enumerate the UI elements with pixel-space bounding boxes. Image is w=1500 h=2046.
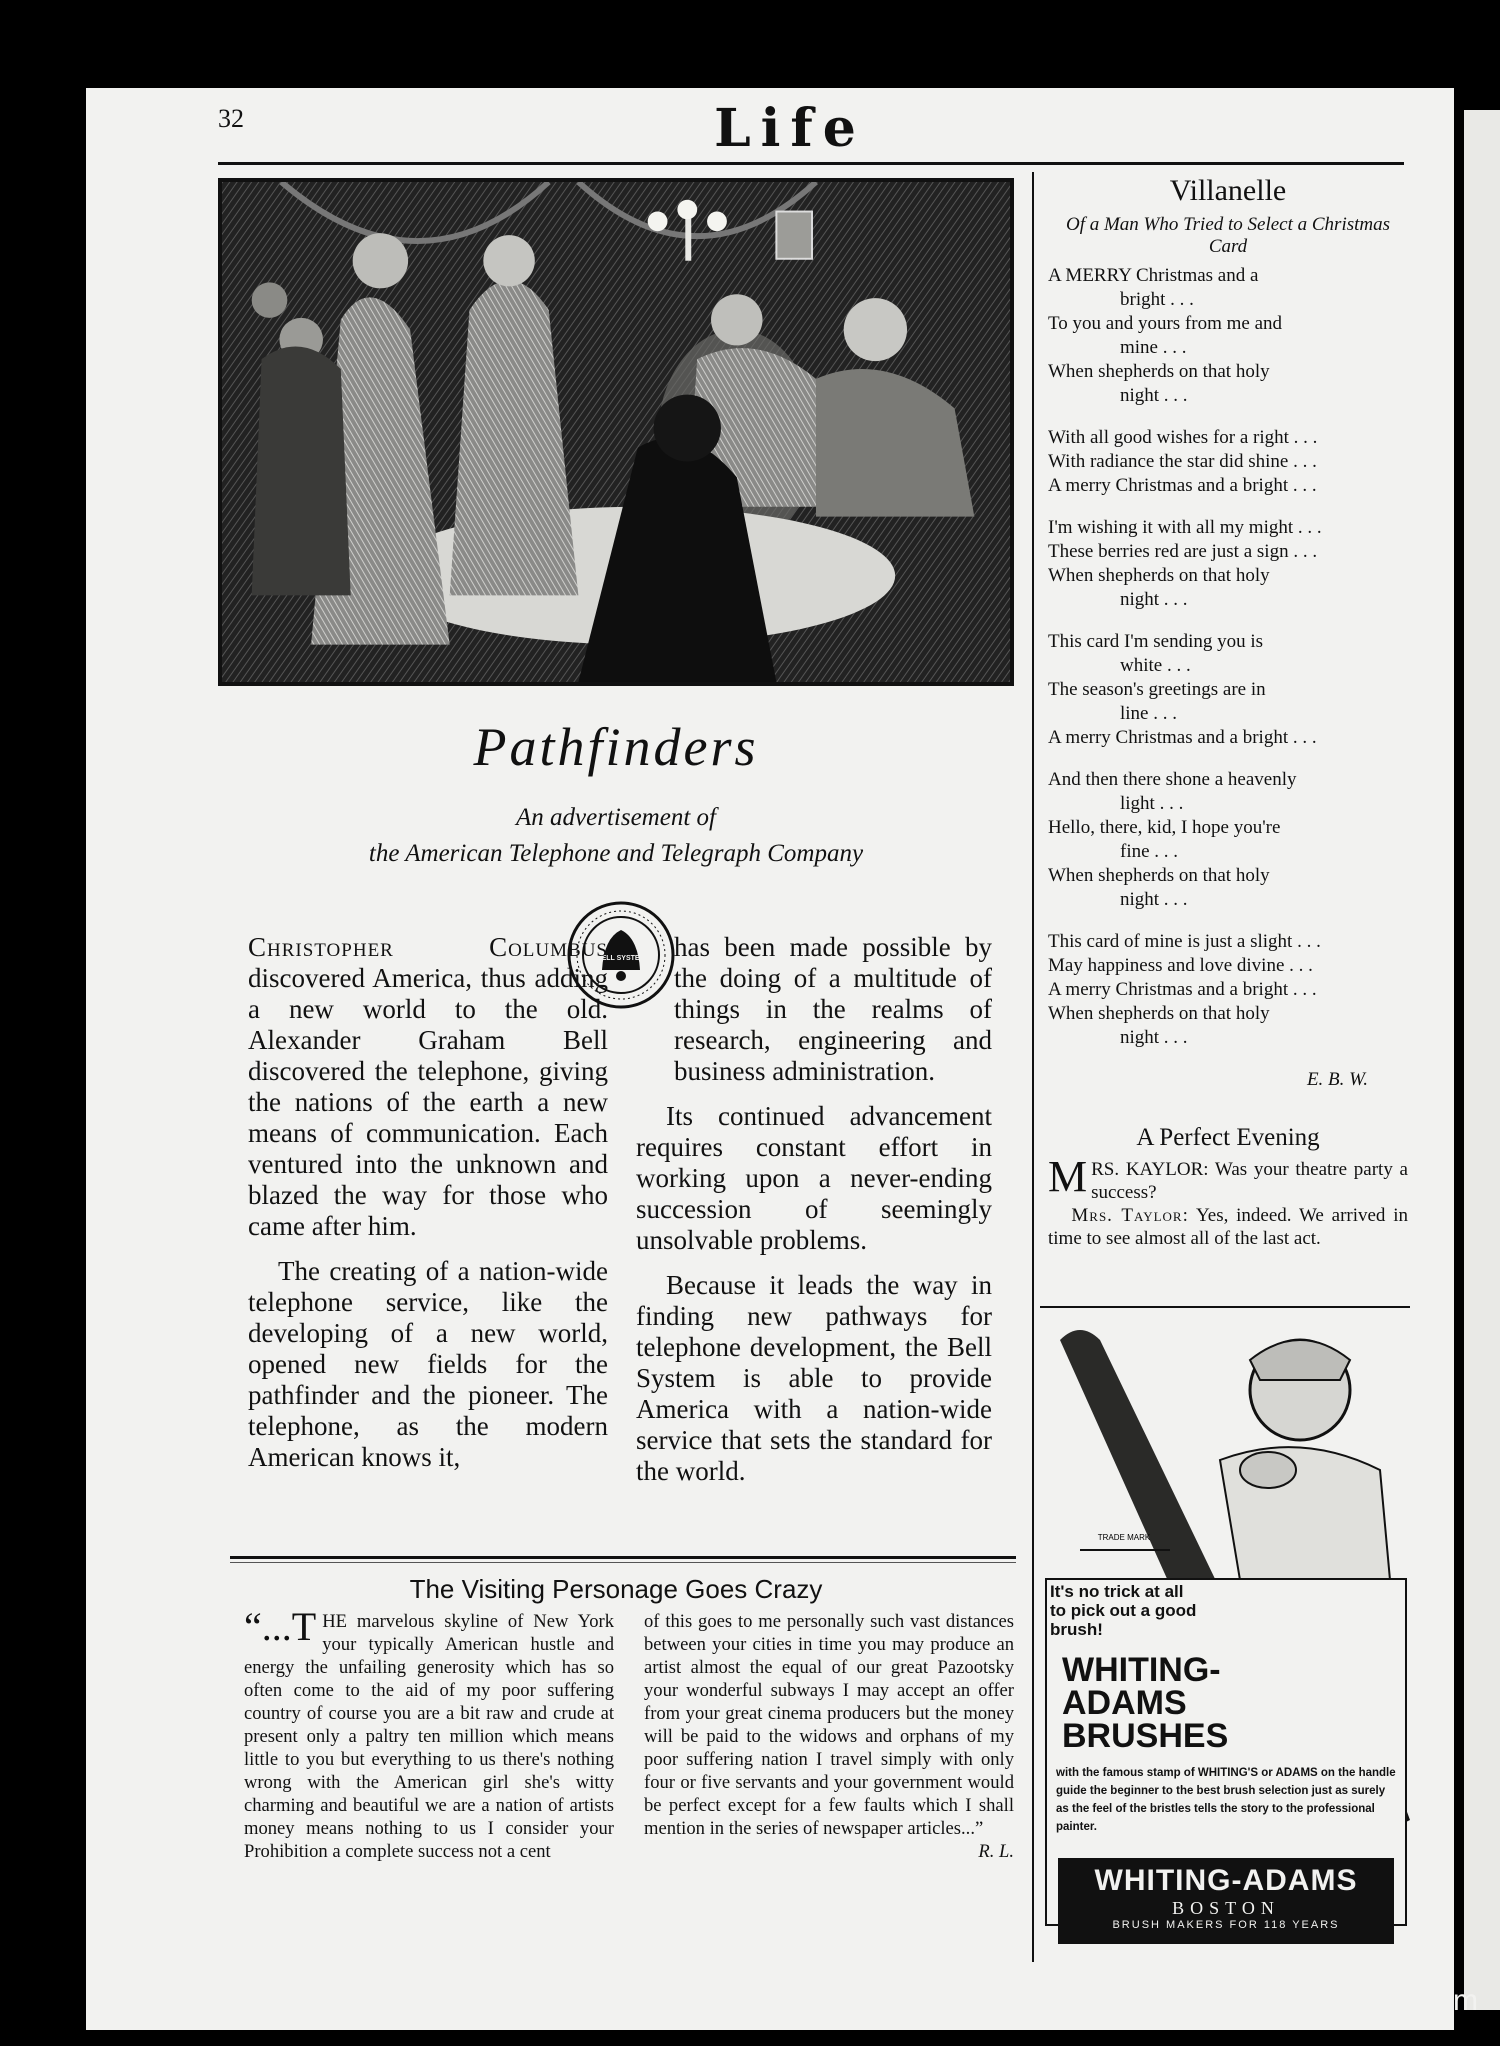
villanelle-line: light . . . [1120,793,1184,814]
column-rule [1032,172,1034,1962]
perfect-evening-dropcap: M [1048,1152,1088,1201]
villanelle-title: Villanelle [1169,174,1287,207]
villanelle-line: fine . . . [1120,841,1179,862]
perfect-evening-line-2: Yes, indeed. We arrived in time to see almost all of the last act. [1048,1205,1409,1249]
masthead: Life [714,98,866,159]
header-rule [218,162,1404,165]
ad-footer-tagline: BRUSH MAKERS FOR 118 YEARS [1112,1919,1340,1931]
perfect-evening-speaker: Mrs. Taylor: [1071,1205,1189,1226]
villanelle-line: This card I'm sending you is [1048,631,1264,652]
whiting-adams-ad [1040,1320,1418,1960]
subtitle-line-1: An advertisement of [516,804,716,831]
villanelle-line: When shepherds on that holy [1048,565,1270,586]
ad-footer [1058,1858,1394,1944]
villanelle-line: night . . . [1120,589,1188,610]
article-text-1: discovered America, thus adding a new world to the old. Alexander Graham Bell discovered the telephone, giving the nations of the earth a new means of communication. Each ventured into the unknown and blazed the way for those who came after him. [248,963,608,1241]
villanelle-line: A MERRY Christmas and a [1048,265,1259,286]
bell-logo-text: BELL SYSTEM [596,955,646,962]
visiting-column-right [644,1610,1014,1863]
article-title: Pathfinders [473,717,759,777]
page-number: 32 [218,104,244,133]
adjacent-page-edge [1464,110,1500,2010]
visiting-text-1: HE marvelous skyline of New York your typically American hustle and energy the unfailing generosity which has so often come to the aid of my poor suffering country of course you are a bit raw and crude at present only a paltry ten million which means little to you but everything to us there's nothing wrong with the American girl she's witty charming and beautiful we are a nation of artists money means nothing to us I consider your Prohibition a complete success not a cent [244,1611,614,1862]
visiting-dropcap: “...T [244,1604,317,1649]
article-subtitle [218,800,1014,872]
villanelle-line: white . . . [1120,655,1191,676]
section-rule-thin [230,1562,1016,1563]
villanelle-line: A merry Christmas and a bright . . . [1048,475,1317,496]
villanelle-stanza [1048,768,1408,912]
perfect-evening-line-1: RS. KAYLOR: Was your theatre party a success? [1091,1159,1408,1203]
villanelle-subtitle: Of a Man Who Tried to Select a Christmas Card [1065,214,1391,257]
villanelle-line: night . . . [1120,889,1188,910]
illustration-art [222,182,1010,682]
lead-in: Christopher Columbus [248,932,608,962]
villanelle-line: mine . . . [1120,337,1187,358]
ad-footer-city: BOSTON [1172,1898,1280,1918]
villanelle-line: bright . . . [1120,289,1194,310]
visiting-title: The Visiting Personage Goes Crazy [409,1574,823,1604]
perfect-evening-title: A Perfect Evening [1136,1124,1320,1151]
ad-brand-name: WHITING-ADAMS BRUSHES [1062,1651,1229,1755]
article-column-right [636,932,992,1501]
ad-rule [1040,1306,1410,1308]
pathfinders-illustration [218,178,1014,686]
villanelle-line: When shepherds on that holy [1048,1003,1270,1024]
ad-fine-print: with the famous stamp of WHITING'S or ADAMS on the handle guide the beginner to the best brush selection just as surely as the feel of the bristles tells the story to the professional painter. [1056,1767,1396,1833]
villanelle-line: To you and yours from me and [1048,313,1283,334]
subtitle-line-2: the American Telephone and Telegraph Company [368,840,864,867]
ad-headline: It's no trick at all to pick out a good brush! [1050,1582,1197,1639]
villanelle-line: Hello, there, kid, I hope you're [1048,817,1281,838]
visiting-text-2: of this goes to me personally such vast distances between your cities in time you may produce an artist almost the equal of our great Pazootsky your wonderful subways I may accept an offer from your great cinema producers but the money will be paid to the widows and orphans of my poor suffering nation I travel simply with only four or five servants and your government would be perfect except for a few faults which I shall mention in the series of newspaper articles...” [644,1611,1014,1839]
villanelle-line: With radiance the star did shine . . . [1048,451,1317,472]
villanelle-line: A merry Christmas and a bright . . . [1048,979,1317,1000]
villanelle-stanza [1048,930,1408,1050]
villanelle-line: night . . . [1120,385,1188,406]
villanelle-line: These berries red are just a sign . . . [1048,541,1318,562]
villanelle-stanza [1048,516,1408,612]
villanelle-stanza [1048,264,1408,408]
villanelle-line: I'm wishing it with all my might . . . [1048,517,1322,538]
villanelle-line: When shepherds on that holy [1048,361,1270,382]
villanelle-line: With all good wishes for a right . . . [1048,427,1318,448]
villanelle-line: A merry Christmas and a bright . . . [1048,727,1317,748]
article-paragraph-5: Because it leads the way in finding new pathways for telephone development, the Bell System is able to provide America with a nation-wide service that sets the standard for the world. [636,1270,992,1486]
trademark-label: TRADE MARK [1097,1533,1151,1542]
villanelle-line: night . . . [1120,1027,1188,1048]
villanelle-line: When shepherds on that holy [1048,865,1270,886]
section-rule [230,1556,1016,1559]
article-paragraph-2: The creating of a nation-wide telephone service, like the developing of a new world, opened new fields for the pathfinder and the pioneer. The telephone, as the modern American knows it, [248,1256,608,1472]
villanelle-line: And then there shone a heavenly [1048,769,1297,790]
villanelle-poem [1048,264,1408,1092]
perfect-evening-body [1048,1152,1409,1250]
villanelle-stanza [1048,630,1408,750]
watermark: comicbooks.com [1254,1984,1478,2017]
article-paragraph-4: Its continued advancement requires constant effort in working upon a never-ending succession of seemingly unsolvable problems. [636,1101,992,1255]
villanelle-line: line . . . [1120,703,1177,724]
villanelle-line: May happiness and love divine . . . [1048,955,1313,976]
ad-footer-name: WHITING-ADAMS [1094,1864,1358,1897]
villanelle-stanza [1048,426,1408,498]
article-paragraph-1 [248,932,608,1242]
villanelle-signature: E. B. W. [1306,1069,1368,1090]
villanelle-line: The season's greetings are in [1048,679,1266,700]
article-column-left [248,932,608,1487]
villanelle-line: This card of mine is just a slight . . . [1048,931,1321,952]
visiting-column-left [244,1604,614,1863]
article-paragraph-3: has been made possible by the doing of a multitude of things in the realms of research, engineering and business administration. [674,932,992,1086]
visiting-signature: R. L. [978,1841,1014,1862]
